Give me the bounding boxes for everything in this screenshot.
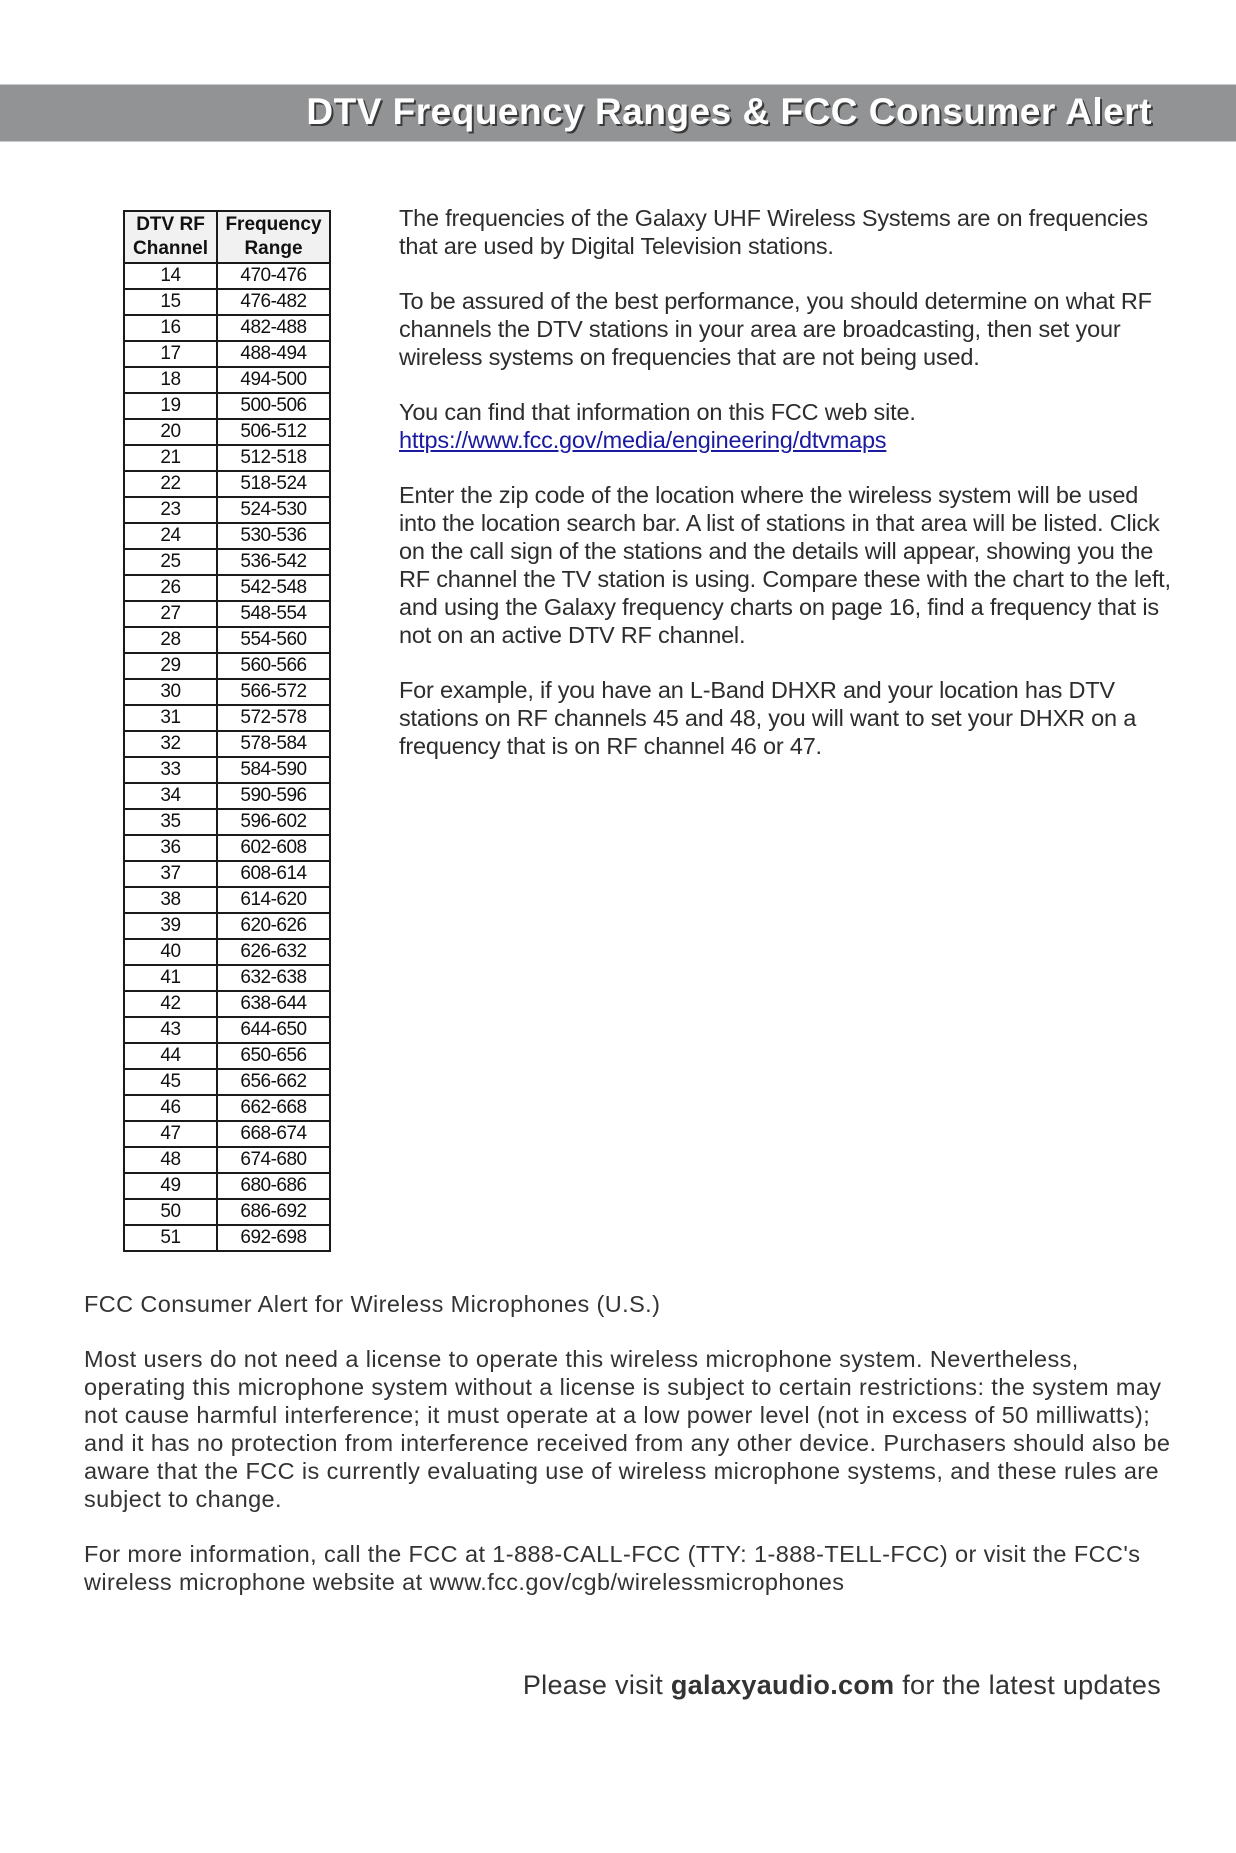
table-row bbox=[124, 653, 330, 679]
table-row bbox=[124, 1199, 330, 1225]
channel-cell: 26 bbox=[124, 575, 217, 601]
table-row bbox=[124, 939, 330, 965]
table-body bbox=[124, 263, 330, 1251]
table-row bbox=[124, 965, 330, 991]
channel-cell: 48 bbox=[124, 1147, 217, 1173]
frequency-cell: 680-686 bbox=[217, 1173, 330, 1199]
channel-cell: 23 bbox=[124, 497, 217, 523]
table-row bbox=[124, 315, 330, 341]
channel-cell: 51 bbox=[124, 1225, 217, 1251]
table-row bbox=[124, 341, 330, 367]
table-row bbox=[124, 445, 330, 471]
frequency-cell: 488-494 bbox=[217, 341, 330, 367]
table-row bbox=[124, 497, 330, 523]
intro-text bbox=[399, 204, 1179, 787]
column-header-frequency bbox=[217, 211, 330, 263]
channel-cell: 41 bbox=[124, 965, 217, 991]
frequency-cell: 470-476 bbox=[217, 263, 330, 289]
channel-cell: 36 bbox=[124, 835, 217, 861]
table-row bbox=[124, 601, 330, 627]
frequency-cell: 584-590 bbox=[217, 757, 330, 783]
channel-cell: 28 bbox=[124, 627, 217, 653]
frequency-cell: 596-602 bbox=[217, 809, 330, 835]
channel-cell: 35 bbox=[124, 809, 217, 835]
frequency-cell: 608-614 bbox=[217, 861, 330, 887]
table-row bbox=[124, 991, 330, 1017]
channel-cell: 49 bbox=[124, 1173, 217, 1199]
table-row bbox=[124, 419, 330, 445]
channel-cell: 19 bbox=[124, 393, 217, 419]
table-row bbox=[124, 679, 330, 705]
frequency-cell: 548-554 bbox=[217, 601, 330, 627]
table-row bbox=[124, 1121, 330, 1147]
channel-cell: 50 bbox=[124, 1199, 217, 1225]
table-row bbox=[124, 705, 330, 731]
table-row bbox=[124, 575, 330, 601]
channel-cell: 42 bbox=[124, 991, 217, 1017]
channel-cell: 24 bbox=[124, 523, 217, 549]
channel-cell: 34 bbox=[124, 783, 217, 809]
footer-note bbox=[523, 1670, 1161, 1701]
frequency-cell: 692-698 bbox=[217, 1225, 330, 1251]
intro-paragraph-2: To be assured of the best performance, you should determine on what RF channels the DTV stations in your area are broadcasting, then set your wireless systems on frequencies that are not being used. bbox=[399, 288, 1152, 370]
frequency-cell: 566-572 bbox=[217, 679, 330, 705]
alert-body: Most users do not need a license to operate this wireless microphone system. Nevertheless, operating this microphone system without a license is subject to certain restrictions: the system may not cause harmful interference; it must operate at a low power level (not in excess of 50 milliwatts); and it has no protection from interference received from any other device. Purchasers should also be aware that the FCC is currently evaluating use of wireless microphone systems, and these rules are subject to change. bbox=[84, 1346, 1171, 1512]
channel-cell: 16 bbox=[124, 315, 217, 341]
frequency-cell: 476-482 bbox=[217, 289, 330, 315]
channel-cell: 15 bbox=[124, 289, 217, 315]
channel-cell: 44 bbox=[124, 1043, 217, 1069]
title-bar bbox=[0, 84, 1236, 142]
fcc-dtvmaps-link[interactable]: https://www.fcc.gov/media/engineering/dtvmaps bbox=[399, 427, 887, 453]
channel-cell: 27 bbox=[124, 601, 217, 627]
table-row bbox=[124, 263, 330, 289]
fcc-consumer-alert bbox=[84, 1290, 1174, 1623]
table-row bbox=[124, 1043, 330, 1069]
frequency-cell: 542-548 bbox=[217, 575, 330, 601]
frequency-cell: 656-662 bbox=[217, 1069, 330, 1095]
frequency-cell: 554-560 bbox=[217, 627, 330, 653]
channel-cell: 40 bbox=[124, 939, 217, 965]
frequency-cell: 572-578 bbox=[217, 705, 330, 731]
frequency-cell: 632-638 bbox=[217, 965, 330, 991]
frequency-cell: 560-566 bbox=[217, 653, 330, 679]
intro-paragraph-4: Enter the zip code of the location where the wireless system will be used into the location search bar. A list of stations in that area will be listed. Click on the call sign of the stations and the details will appear, showing you the RF channel the TV station is using. Compare these with the chart to the left, and using the Galaxy frequency charts on page 16, find a frequency that is not on an active DTV RF channel. bbox=[399, 482, 1171, 648]
frequency-cell: 674-680 bbox=[217, 1147, 330, 1173]
table-row bbox=[124, 471, 330, 497]
table-row bbox=[124, 731, 330, 757]
channel-cell: 18 bbox=[124, 367, 217, 393]
table-row bbox=[124, 289, 330, 315]
frequency-cell: 686-692 bbox=[217, 1199, 330, 1225]
channel-cell: 20 bbox=[124, 419, 217, 445]
table-row bbox=[124, 809, 330, 835]
table-row bbox=[124, 549, 330, 575]
frequency-cell: 530-536 bbox=[217, 523, 330, 549]
frequency-cell: 536-542 bbox=[217, 549, 330, 575]
table-row bbox=[124, 887, 330, 913]
channel-cell: 21 bbox=[124, 445, 217, 471]
channel-cell: 14 bbox=[124, 263, 217, 289]
channel-cell: 39 bbox=[124, 913, 217, 939]
table-row bbox=[124, 1095, 330, 1121]
column-header-channel-line1: DTV RF bbox=[136, 214, 205, 235]
table-row bbox=[124, 1225, 330, 1251]
frequency-cell: 644-650 bbox=[217, 1017, 330, 1043]
table-row bbox=[124, 523, 330, 549]
table-row bbox=[124, 1173, 330, 1199]
channel-cell: 29 bbox=[124, 653, 217, 679]
frequency-cell: 638-644 bbox=[217, 991, 330, 1017]
channel-cell: 22 bbox=[124, 471, 217, 497]
table-row bbox=[124, 783, 330, 809]
frequency-cell: 662-668 bbox=[217, 1095, 330, 1121]
intro-paragraph-1: The frequencies of the Galaxy UHF Wireless Systems are on frequencies that are used by Digital Television stations. bbox=[399, 205, 1148, 259]
frequency-cell: 494-500 bbox=[217, 367, 330, 393]
footer-suffix: for the latest updates bbox=[902, 1670, 1161, 1700]
channel-cell: 43 bbox=[124, 1017, 217, 1043]
alert-heading: FCC Consumer Alert for Wireless Microphones (U.S.) bbox=[84, 1291, 661, 1317]
frequency-cell: 626-632 bbox=[217, 939, 330, 965]
frequency-cell: 506-512 bbox=[217, 419, 330, 445]
dtv-frequency-table bbox=[123, 210, 331, 1252]
table-row bbox=[124, 627, 330, 653]
table-row bbox=[124, 393, 330, 419]
table-row bbox=[124, 757, 330, 783]
frequency-cell: 602-608 bbox=[217, 835, 330, 861]
frequency-cell: 578-584 bbox=[217, 731, 330, 757]
alert-more-info: For more information, call the FCC at 1-888-CALL-FCC (TTY: 1-888-TELL-FCC) or visit the FCC's wireless microphone website at www.fcc.gov/cgb/wirelessmicrophones bbox=[84, 1541, 1141, 1595]
channel-cell: 38 bbox=[124, 887, 217, 913]
frequency-cell: 524-530 bbox=[217, 497, 330, 523]
column-header-frequency-line1: Frequency bbox=[225, 214, 322, 235]
frequency-cell: 512-518 bbox=[217, 445, 330, 471]
channel-cell: 17 bbox=[124, 341, 217, 367]
footer-prefix: Please visit bbox=[522, 1670, 671, 1700]
column-header-channel bbox=[124, 211, 217, 263]
table-row bbox=[124, 1069, 330, 1095]
channel-cell: 32 bbox=[124, 731, 217, 757]
frequency-cell: 668-674 bbox=[217, 1121, 330, 1147]
frequency-cell: 518-524 bbox=[217, 471, 330, 497]
table-header-row bbox=[124, 211, 330, 263]
channel-cell: 33 bbox=[124, 757, 217, 783]
frequency-cell: 650-656 bbox=[217, 1043, 330, 1069]
channel-cell: 30 bbox=[124, 679, 217, 705]
page-title: DTV Frequency Ranges & FCC Consumer Alert bbox=[306, 91, 1152, 132]
table-row bbox=[124, 913, 330, 939]
channel-cell: 47 bbox=[124, 1121, 217, 1147]
table-row bbox=[124, 861, 330, 887]
channel-cell: 37 bbox=[124, 861, 217, 887]
channel-cell: 31 bbox=[124, 705, 217, 731]
column-header-channel-line2: Channel bbox=[133, 238, 208, 259]
table-row bbox=[124, 1147, 330, 1173]
channel-cell: 46 bbox=[124, 1095, 217, 1121]
table-row bbox=[124, 367, 330, 393]
fcc-site-text: You can find that information on this FCC web site. bbox=[399, 399, 916, 425]
frequency-cell: 500-506 bbox=[217, 393, 330, 419]
frequency-cell: 590-596 bbox=[217, 783, 330, 809]
channel-cell: 45 bbox=[124, 1069, 217, 1095]
intro-paragraph-5: For example, if you have an L-Band DHXR and your location has DTV stations on RF channels 45 and 48, you will want to set your DHXR on a frequency that is on RF channel 46 or 47. bbox=[399, 677, 1137, 759]
frequency-cell: 620-626 bbox=[217, 913, 330, 939]
channel-cell: 25 bbox=[124, 549, 217, 575]
column-header-frequency-line2: Range bbox=[244, 238, 303, 259]
footer-site-link[interactable]: galaxyaudio.com bbox=[670, 1670, 895, 1700]
intro-paragraph-3 bbox=[399, 398, 1179, 454]
frequency-cell: 614-620 bbox=[217, 887, 330, 913]
frequency-cell: 482-488 bbox=[217, 315, 330, 341]
table-row bbox=[124, 1017, 330, 1043]
table-row bbox=[124, 835, 330, 861]
